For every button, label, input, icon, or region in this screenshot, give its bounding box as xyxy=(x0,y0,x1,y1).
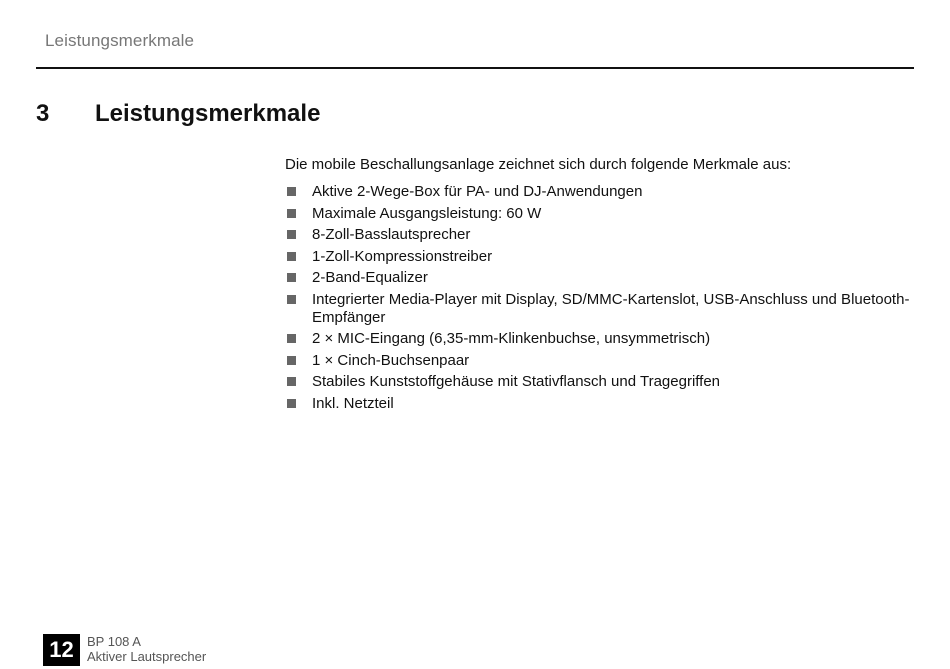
list-item xyxy=(285,248,915,266)
list-item xyxy=(285,291,915,327)
page-number: 12 xyxy=(43,634,80,666)
list-item-text: 2 × MIC-Eingang (6,35-mm-Klinkenbuchse, unsymmetrisch) xyxy=(312,330,711,347)
list-item xyxy=(285,226,915,244)
content-section xyxy=(285,155,915,416)
list-item-text: Maximale Ausgangsleistung: 60 W xyxy=(312,204,542,222)
footer-model: BP 108 A xyxy=(87,634,141,649)
running-header: Leistungsmerkmale xyxy=(45,31,195,50)
feature-list xyxy=(285,183,915,413)
list-item xyxy=(285,395,915,413)
footer-product: Aktiver Lautsprecher xyxy=(87,649,207,664)
list-item-text: Aktive 2-Wege-Box für PA- und DJ-Anwendungen xyxy=(312,183,643,200)
list-item xyxy=(285,352,915,370)
list-item-text: 1 × Cinch-Buchsenpaar xyxy=(312,351,470,369)
square-bullet-icon xyxy=(287,295,296,304)
intro-text: Die mobile Beschallungsanlage zeichnet sich durch folgende Merkmale aus: xyxy=(285,156,792,173)
list-item-text: Inkl. Netzteil xyxy=(312,394,394,412)
square-bullet-icon xyxy=(287,252,296,261)
list-item xyxy=(285,183,915,201)
list-item-text: 8-Zoll-Basslautsprecher xyxy=(312,226,471,243)
list-item xyxy=(285,373,915,391)
list-item xyxy=(285,269,915,287)
square-bullet-icon xyxy=(287,334,296,343)
square-bullet-icon xyxy=(287,273,296,282)
chapter-title: Leistungsmerkmale xyxy=(95,100,321,127)
list-item-text: 2-Band-Equalizer xyxy=(312,269,428,286)
chapter-number: 3 xyxy=(36,100,50,127)
list-item xyxy=(285,205,915,223)
list-item xyxy=(285,330,915,348)
square-bullet-icon xyxy=(287,187,296,196)
list-item-text: 1-Zoll-Kompressionstreiber xyxy=(312,247,493,265)
square-bullet-icon xyxy=(287,209,296,218)
header-rule xyxy=(36,67,914,69)
square-bullet-icon xyxy=(287,377,296,386)
list-item-text: Stabiles Kunststoffgehäuse mit Stativflansch und Tragegriffen xyxy=(312,373,721,390)
square-bullet-icon xyxy=(287,230,296,239)
footer-text xyxy=(87,634,206,664)
list-item-text: Integrierter Media-Player mit Display, SD/MMC-Kartenslot, USB-Anschluss und Bluetooth-Empfänger xyxy=(312,290,910,326)
square-bullet-icon xyxy=(287,356,296,365)
square-bullet-icon xyxy=(287,399,296,408)
